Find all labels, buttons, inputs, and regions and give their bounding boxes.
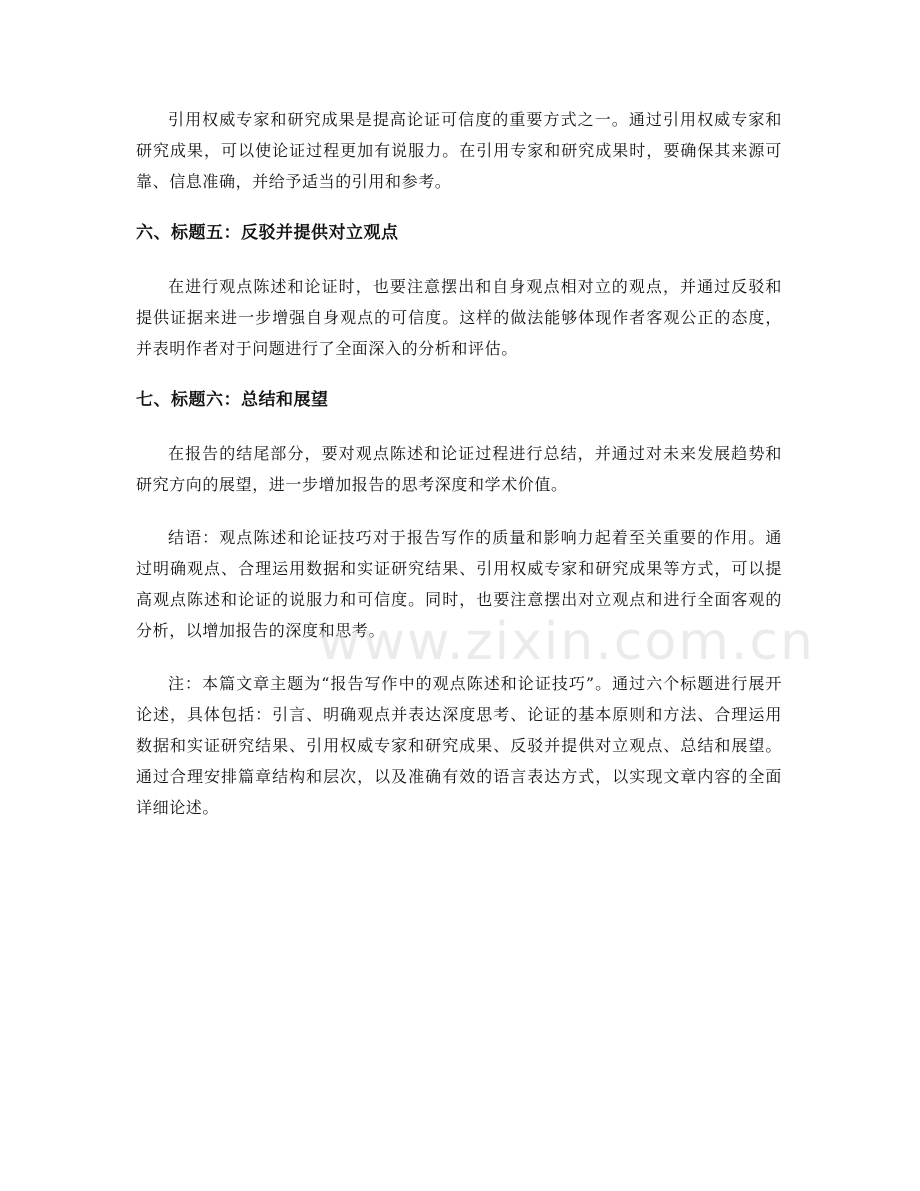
watermark-text: www.zixin.com.cn — [318, 612, 815, 672]
section-7-paragraph: 在报告的结尾部分，要对观点陈述和论证过程进行总结，并通过对未来发展趋势和研究方向的展望，进一步增加报告的思考深度和学术价值。 — [136, 444, 782, 494]
spacer — [136, 500, 782, 522]
section-6-paragraph: 在进行观点陈述和论证时，也要注意摆出和自身观点相对立的观点，并通过反驳和提供证据来进一步增强自身观点的可信度。这样的做法能够体现作者客观公正的态度，并表明作者对于问题进行了全面深入的分析和评估。 — [136, 277, 782, 358]
spacer — [136, 646, 782, 668]
spacer — [136, 364, 782, 386]
section-heading-6: 六、标题五：反驳并提供对立观点 — [136, 223, 399, 243]
spacer — [136, 414, 782, 438]
section-heading-7: 七、标题六：总结和展望 — [136, 390, 329, 410]
note-paragraph: 注：本篇文章主题为“报告写作中的观点陈述和论证技巧”。通过六个标题进行展开论述，具体包括：引言、明确观点并表达深度思考、论证的基本原则和方法、合理运用数据和实证研究结果、引用权威专家和研究成果、反驳并提供对立观点、总结和展望。通过合理安排篇章结构和层次，以及准确有效的语言表达方式，以实现文章内容的全面详细论述。 — [136, 674, 782, 817]
paragraph-authority: 引用权威专家和研究成果是提高论证可信度的重要方式之一。通过引用权威专家和研究成果，可以使论证过程更加有说服力。在引用专家和研究成果时，要确保其来源可靠、信息准确，并给予适当的引用和参考。 — [136, 110, 782, 191]
document-body — [136, 104, 782, 823]
spacer — [136, 247, 782, 271]
conclusion-paragraph: 结语：观点陈述和论证技巧对于报告写作的质量和影响力起着至关重要的作用。通过明确观点、合理运用数据和实证研究结果、引用权威专家和研究成果等方式，可以提高观点陈述和论证的说服力和可信度。同时，也要注意摆出对立观点和进行全面客观的分析，以增加报告的深度和思考。 — [136, 528, 782, 640]
spacer — [136, 197, 782, 219]
